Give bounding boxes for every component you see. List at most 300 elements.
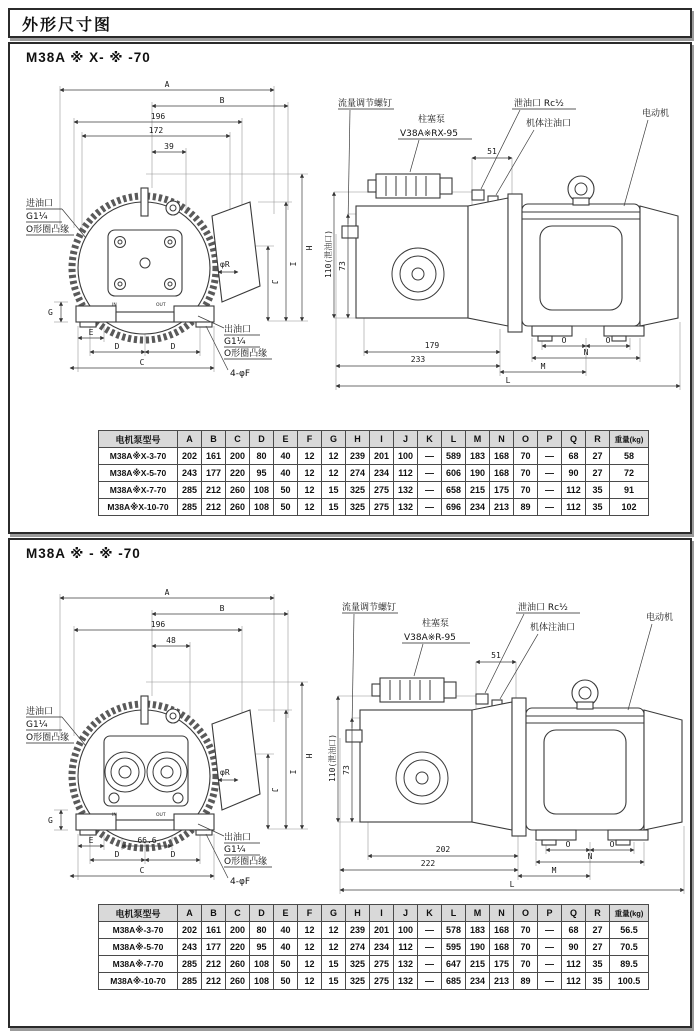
dimension-cell: 40 (274, 922, 298, 939)
dim-110-drain: 110(泄油口) (324, 229, 333, 279)
dimension-cell: — (538, 973, 562, 990)
dimension-cell: 274 (346, 939, 370, 956)
dimension-cell: 212 (202, 973, 226, 990)
dimension-cell: 112 (562, 499, 586, 516)
dimension-cell: 12 (322, 939, 346, 956)
column-header: J (394, 431, 418, 448)
dimension-cell: 50 (274, 956, 298, 973)
outlet-thread: G1¼ (224, 845, 246, 855)
dimension-cell: 132 (394, 482, 418, 499)
dimension-cell: 50 (274, 973, 298, 990)
dimension-cell: 212 (202, 482, 226, 499)
port-in-marking: IN (112, 813, 117, 818)
dimension-cell: 161 (202, 448, 226, 465)
column-header: G (322, 905, 346, 922)
dimension-cell: 275 (370, 499, 394, 516)
port-in-marking: IN (112, 303, 117, 308)
drain-port-label: 泄油口 Rc½ (514, 99, 564, 109)
dimension-cell: 70 (514, 448, 538, 465)
dimension-cell: 190 (466, 465, 490, 482)
table-row (99, 973, 649, 990)
dim-len1: 202 (435, 845, 451, 854)
column-header: I (370, 905, 394, 922)
dimension-cell: 606 (442, 465, 466, 482)
dimension-cell: 112 (394, 939, 418, 956)
body-fill-port-label: 机体注油口 (526, 119, 572, 129)
dimension-cell: 50 (274, 499, 298, 516)
table-header-row (99, 431, 649, 448)
dimension-cell: 161 (202, 922, 226, 939)
dimension-cell: 213 (490, 973, 514, 990)
dimension-cell: 201 (370, 448, 394, 465)
dimension-cell: 275 (370, 956, 394, 973)
dimension-cell: 15 (322, 499, 346, 516)
outlet-flange: O形圈凸缘 (224, 857, 268, 867)
dimension-cell: 325 (346, 956, 370, 973)
dimension-cell: — (538, 939, 562, 956)
outlet-flange: O形圈凸缘 (224, 349, 268, 359)
dimension-cell: 168 (490, 922, 514, 939)
dimension-cell: 70.5 (610, 939, 649, 956)
dimension-cell: 35 (586, 956, 610, 973)
dimension-cell: — (538, 448, 562, 465)
dimension-cell: 108 (250, 973, 274, 990)
dimension-cell: 108 (250, 482, 274, 499)
front-view-drawing (24, 76, 314, 388)
motor-label: 电动机 (642, 109, 670, 119)
column-header: F (298, 905, 322, 922)
inlet-thread: G1¼ (26, 720, 48, 730)
dimension-cell: 68 (562, 922, 586, 939)
dim-e: E (88, 836, 94, 845)
dimension-cell: 12 (298, 973, 322, 990)
dimension-cell: 40 (274, 448, 298, 465)
column-header: 电机泵型号 (99, 905, 178, 922)
dimension-cell: 12 (298, 922, 322, 939)
dim-48: 48 (166, 636, 176, 645)
dim-len2: 222 (420, 859, 436, 868)
dimension-cell: 58 (610, 448, 649, 465)
dimension-cell: 12 (322, 465, 346, 482)
column-header: D (250, 431, 274, 448)
dimension-cell: — (538, 465, 562, 482)
dim-h: H (304, 753, 313, 759)
dim-phi-r: φR (220, 260, 230, 269)
table-row (99, 465, 649, 482)
dim-110-drain: 110(泄油口) (328, 733, 337, 783)
pump-side-body (346, 678, 526, 836)
dimension-cell: 89 (514, 499, 538, 516)
inlet-flange: O形圈凸缘 (26, 733, 70, 743)
column-header: R (586, 431, 610, 448)
dim-o1: O (565, 840, 571, 849)
dimension-cell: 285 (178, 973, 202, 990)
dim-j: J (270, 787, 279, 793)
flow-screw-label: 流量调节螺钉 (342, 603, 397, 613)
section-m38a-x-70 (8, 42, 692, 534)
table-row (99, 956, 649, 973)
dim-b: B (219, 96, 225, 105)
dimension-cell: 15 (322, 956, 346, 973)
dimension-cell: — (418, 465, 442, 482)
dim-l: L (505, 376, 511, 385)
dimension-cell: — (538, 482, 562, 499)
model-cell: M38A※X-7-70 (99, 482, 178, 499)
dimension-cell: 27 (586, 465, 610, 482)
model-cell: M38A※X-3-70 (99, 448, 178, 465)
port-out-marking: OUT (156, 303, 166, 308)
dim-phi-r: φR (220, 768, 230, 777)
pump-type-label: 柱塞泵 (418, 115, 446, 125)
dimension-cell: — (418, 973, 442, 990)
column-header: O (514, 905, 538, 922)
column-header: H (346, 905, 370, 922)
table-row (99, 448, 649, 465)
dimension-cell: 234 (370, 465, 394, 482)
dim-51: 51 (491, 651, 501, 660)
table-row (99, 499, 649, 516)
dimension-cell: 12 (298, 939, 322, 956)
model-cell: M38A※-3-70 (99, 922, 178, 939)
dim-n: N (587, 852, 593, 861)
column-header: H (346, 431, 370, 448)
dim-39: 39 (164, 142, 174, 151)
dimension-cell: 260 (226, 973, 250, 990)
dimension-cell: 12 (298, 956, 322, 973)
dimension-cell: 112 (394, 465, 418, 482)
dimension-cell: 201 (370, 922, 394, 939)
column-header: J (394, 905, 418, 922)
dimension-cell: 40 (274, 939, 298, 956)
dimension-cell: 220 (226, 465, 250, 482)
motor-side-body (522, 176, 678, 341)
dimension-cell: 200 (226, 448, 250, 465)
dim-m: M (540, 362, 546, 371)
motor-label: 电动机 (646, 613, 674, 623)
dimension-cell: 35 (586, 973, 610, 990)
column-header: C (226, 905, 250, 922)
table-row (99, 482, 649, 499)
dimension-cell: 274 (346, 465, 370, 482)
column-header: R (586, 905, 610, 922)
mounting-holes-label: 4-φF (230, 877, 251, 887)
dimension-cell: 15 (322, 973, 346, 990)
dimension-cell: — (418, 482, 442, 499)
dim-73: 73 (338, 261, 347, 271)
dimension-cell: 12 (298, 482, 322, 499)
dim-len2: 233 (410, 355, 426, 364)
model-series-header: M38A ※ - ※ -70 (26, 546, 141, 561)
column-header: Q (562, 431, 586, 448)
inlet-thread: G1¼ (26, 212, 48, 222)
column-header: 重量(kg) (610, 905, 649, 922)
dimension-cell: 90 (562, 465, 586, 482)
dimension-cell: — (418, 956, 442, 973)
drain-port-label: 泄油口 Rc½ (518, 603, 568, 613)
dim-51: 51 (487, 147, 497, 156)
dimension-cell: 202 (178, 448, 202, 465)
dim-172: 172 (148, 126, 164, 135)
dimension-cell: 243 (178, 939, 202, 956)
column-header: M (466, 905, 490, 922)
dimension-cell: 89 (514, 973, 538, 990)
dimension-cell: 108 (250, 499, 274, 516)
dimension-cell: 95 (250, 465, 274, 482)
dimension-cell: 183 (466, 448, 490, 465)
column-header: G (322, 431, 346, 448)
dimension-cell: 696 (442, 499, 466, 516)
dim-a: A (164, 588, 170, 597)
dimension-cell: 168 (490, 939, 514, 956)
dimension-cell: 589 (442, 448, 466, 465)
dim-d2: D (170, 342, 176, 351)
column-header: L (442, 905, 466, 922)
inlet-flange: O形圈凸缘 (26, 225, 70, 235)
dimension-cell: 234 (370, 939, 394, 956)
dim-e: E (88, 328, 94, 337)
inlet-name: 进油口 (26, 707, 54, 717)
column-header: 重量(kg) (610, 431, 649, 448)
column-header: N (490, 431, 514, 448)
dimension-cell: 50 (274, 482, 298, 499)
dim-d1: D (114, 342, 120, 351)
dimension-cell: 285 (178, 482, 202, 499)
dim-l: L (509, 880, 515, 889)
dimension-cell: 95 (250, 939, 274, 956)
dim-o2: O (609, 840, 615, 849)
dimension-cell: — (538, 956, 562, 973)
dimension-cell: 325 (346, 482, 370, 499)
model-cell: M38A※-7-70 (99, 956, 178, 973)
column-header: B (202, 431, 226, 448)
model-cell: M38A※X-10-70 (99, 499, 178, 516)
dim-m: M (551, 866, 557, 875)
column-header: I (370, 431, 394, 448)
outlet-name: 出油口 (224, 325, 252, 335)
outlet-name: 出油口 (224, 833, 252, 843)
dim-o2: O (605, 336, 611, 345)
dimension-cell: 215 (466, 956, 490, 973)
dim-n: N (583, 348, 589, 357)
dimension-cell: 234 (466, 499, 490, 516)
dimension-cell: 183 (466, 922, 490, 939)
dimension-cell: 275 (370, 482, 394, 499)
dimension-cell: 260 (226, 956, 250, 973)
outlet-thread: G1¼ (224, 337, 246, 347)
dimension-cell: 89.5 (610, 956, 649, 973)
dimension-cell: 177 (202, 465, 226, 482)
model-cell: M38A※X-5-70 (99, 465, 178, 482)
section-m38a-70 (8, 538, 692, 1028)
dimension-cell: 132 (394, 499, 418, 516)
dimension-cell: 56.5 (610, 922, 649, 939)
dimension-cell: 108 (250, 956, 274, 973)
port-out-marking: OUT (156, 813, 166, 818)
dimension-cell: 234 (466, 973, 490, 990)
dimension-cell: — (418, 922, 442, 939)
dimension-cell: 132 (394, 973, 418, 990)
column-header: A (178, 431, 202, 448)
dimension-cell: 212 (202, 956, 226, 973)
dimension-cell: 70 (514, 482, 538, 499)
dimension-cell: 190 (466, 939, 490, 956)
dim-h: H (304, 245, 313, 251)
dimension-cell: 200 (226, 922, 250, 939)
dimension-cell: 80 (250, 448, 274, 465)
dimension-cell: 12 (298, 499, 322, 516)
model-cell: M38A※-10-70 (99, 973, 178, 990)
body-fill-port-label: 机体注油口 (530, 623, 576, 633)
dimension-cell: 70 (514, 956, 538, 973)
dimension-cell: 112 (562, 482, 586, 499)
dimension-cell: 213 (490, 499, 514, 516)
dim-j: J (270, 279, 279, 285)
column-header: B (202, 905, 226, 922)
dimension-cell: 70 (514, 939, 538, 956)
pump-model-label: V38A※R-95 (404, 633, 456, 643)
pump-front-body (72, 696, 260, 848)
dimension-table (98, 904, 649, 990)
dimension-cell: 595 (442, 939, 466, 956)
column-header: L (442, 431, 466, 448)
dim-a: A (164, 80, 170, 89)
dimension-cell: — (538, 499, 562, 516)
pump-front-body (72, 188, 260, 340)
dimension-cell: 647 (442, 956, 466, 973)
column-header: A (178, 905, 202, 922)
pump-model-label: V38A※RX-95 (400, 129, 458, 139)
side-view-drawing (328, 598, 698, 900)
column-header: Q (562, 905, 586, 922)
dimension-cell: 132 (394, 956, 418, 973)
dimension-cell: 40 (274, 465, 298, 482)
pump-side-body (342, 174, 522, 332)
column-header: E (274, 431, 298, 448)
table-row (99, 939, 649, 956)
dimension-cell: 325 (346, 499, 370, 516)
side-view-drawing (324, 94, 694, 396)
dimension-cell: 212 (202, 499, 226, 516)
dimension-cell: 239 (346, 922, 370, 939)
flow-screw-label: 流量调节螺钉 (338, 99, 393, 109)
dimension-cell: 275 (370, 973, 394, 990)
column-header: C (226, 431, 250, 448)
motor-side-body (526, 680, 682, 845)
dimension-cell: 91 (610, 482, 649, 499)
dimension-cell: 90 (562, 939, 586, 956)
dimension-cell: 70 (514, 465, 538, 482)
pump-type-label: 柱塞泵 (422, 619, 450, 629)
dimension-cell: 285 (178, 499, 202, 516)
table-row (99, 922, 649, 939)
dimension-cell: 215 (466, 482, 490, 499)
dimension-cell: — (538, 922, 562, 939)
dimension-cell: 12 (322, 922, 346, 939)
dimension-cell: 260 (226, 482, 250, 499)
inlet-port-label (26, 705, 86, 746)
column-header: P (538, 905, 562, 922)
dimension-cell: 12 (322, 448, 346, 465)
column-header: D (250, 905, 274, 922)
dimension-cell: 102 (610, 499, 649, 516)
dim-66-6: 66.6 (137, 836, 157, 845)
dimension-cell: — (418, 499, 442, 516)
dimension-cell: 112 (562, 956, 586, 973)
page-title: 外形尺寸图 (22, 16, 113, 34)
dimension-cell: 168 (490, 448, 514, 465)
dim-g: G (48, 308, 53, 317)
dimension-cell: 220 (226, 939, 250, 956)
mounting-holes-label: 4-φF (230, 369, 251, 379)
dimension-cell: 175 (490, 956, 514, 973)
dimension-cell: 685 (442, 973, 466, 990)
dimension-cell: 27 (586, 448, 610, 465)
dimension-cell: 15 (322, 482, 346, 499)
column-header: P (538, 431, 562, 448)
dimension-cell: 175 (490, 482, 514, 499)
dimension-cell: 168 (490, 465, 514, 482)
dimension-cell: 243 (178, 465, 202, 482)
column-header: K (418, 431, 442, 448)
dimension-cell: 27 (586, 922, 610, 939)
dim-g: G (48, 816, 53, 825)
dimension-cell: 70 (514, 922, 538, 939)
dim-d2: D (170, 850, 176, 859)
inlet-name: 进油口 (26, 199, 54, 209)
dimension-cell: 100.5 (610, 973, 649, 990)
dim-i: I (288, 769, 297, 775)
front-view-drawing (24, 584, 314, 896)
dimension-cell: 80 (250, 922, 274, 939)
dimension-cell: 100 (394, 448, 418, 465)
column-header: E (274, 905, 298, 922)
dim-d1: D (114, 850, 120, 859)
column-header: O (514, 431, 538, 448)
dimension-cell: 68 (562, 448, 586, 465)
dim-73: 73 (342, 765, 351, 775)
dimension-cell: 27 (586, 939, 610, 956)
dimension-cell: — (418, 939, 442, 956)
dim-i: I (288, 261, 297, 267)
dim-c: C (139, 358, 145, 367)
dimension-cell: — (418, 448, 442, 465)
dimension-cell: 578 (442, 922, 466, 939)
dimension-cell: 239 (346, 448, 370, 465)
dimension-cell: 12 (298, 448, 322, 465)
dimension-cell: 202 (178, 922, 202, 939)
dimension-cell: 260 (226, 499, 250, 516)
dim-o1: O (561, 336, 567, 345)
dimension-cell: 100 (394, 922, 418, 939)
dim-c: C (139, 866, 145, 875)
dimension-cell: 112 (562, 973, 586, 990)
column-header: K (418, 905, 442, 922)
dimension-cell: 658 (442, 482, 466, 499)
dimension-cell: 35 (586, 482, 610, 499)
dim-196: 196 (150, 620, 166, 629)
table-header-row (99, 905, 649, 922)
column-header: F (298, 431, 322, 448)
column-header: 电机泵型号 (99, 431, 178, 448)
dimension-cell: 325 (346, 973, 370, 990)
dim-b: B (219, 604, 225, 613)
model-cell: M38A※-5-70 (99, 939, 178, 956)
page-title-box (8, 8, 692, 38)
dim-len1: 179 (424, 341, 440, 350)
column-header: N (490, 905, 514, 922)
dimension-cell: 12 (298, 465, 322, 482)
dim-196: 196 (150, 112, 166, 121)
